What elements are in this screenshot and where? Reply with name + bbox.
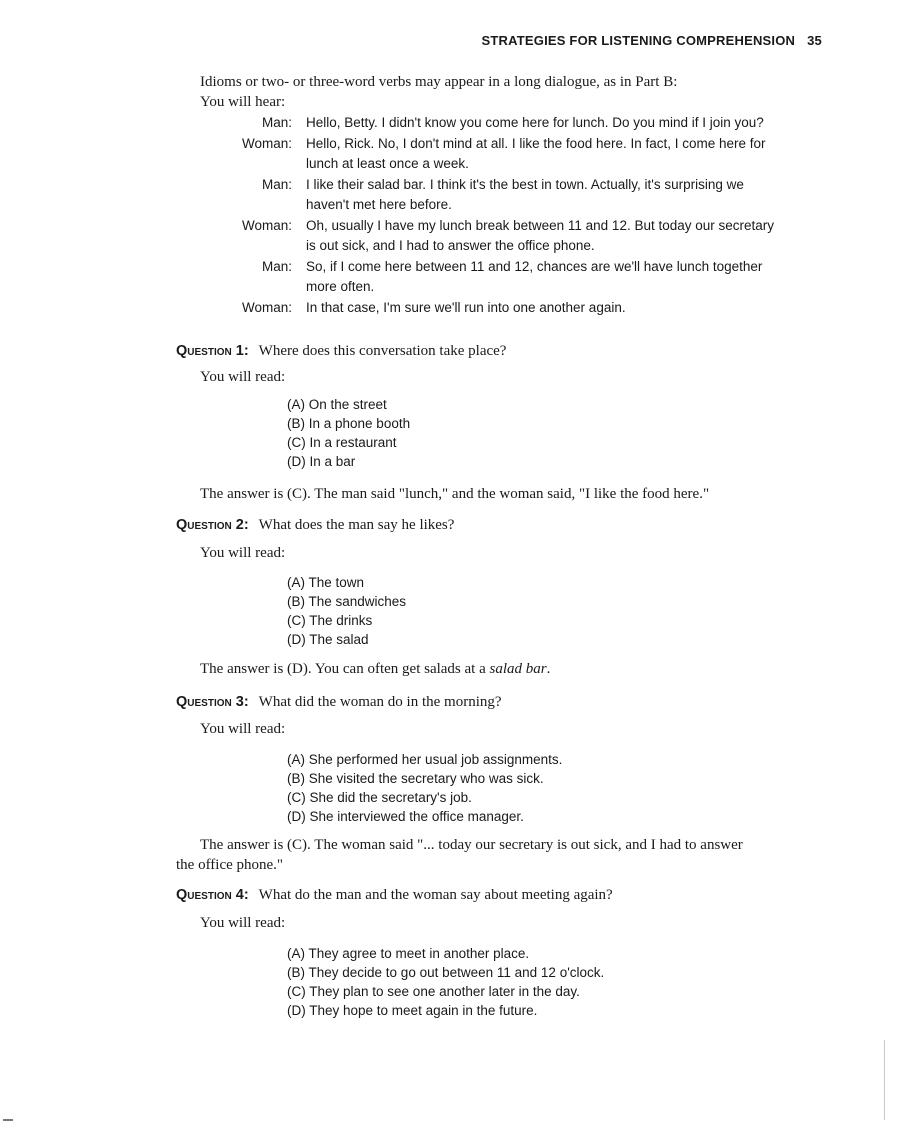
question-1-answer: The answer is (C). The man said "lunch," and the woman said, "I like the food here." [200,486,710,502]
question-2-text: What does the man say he likes? [258,517,455,533]
question-1 [176,341,506,361]
answer-option: (B) In a phone booth [287,416,411,431]
answer-text: The answer is (D). You can often get salads at a [200,661,490,677]
question-4-text: What do the man and the woman say about meeting again? [258,887,613,903]
running-head-title: STRATEGIES FOR LISTENING COMPREHENSION [481,33,796,48]
dialogue-line [200,216,820,257]
speech-text: In that case, I'm sure we'll run into one another again. [306,299,626,315]
answer-option: (D) The salad [287,632,369,647]
question-2-answer [200,660,550,679]
you-will-hear-label: You will hear: [200,94,286,110]
question-3-options [287,750,562,826]
speaker-label: Woman: [241,217,292,233]
running-head [482,33,822,48]
speaker-label: Woman: [241,299,292,315]
dialogue-line [200,113,820,134]
answer-emphasis: salad bar [489,661,547,677]
you-will-read-label: You will read: [200,721,286,737]
dialogue-line [200,257,820,298]
question-1-label: Question 1: [176,343,249,359]
question-3-text: What did the woman do in the morning? [258,694,502,710]
question-4-options [287,944,604,1020]
dialogue-line [200,134,820,175]
you-will-read-label: You will read: [200,545,286,561]
question-3-answer-line2: the office phone." [176,857,284,873]
answer-option: (A) The town [287,575,365,590]
question-3 [176,692,502,712]
question-1-options [287,395,410,471]
answer-option: (D) In a bar [287,454,356,469]
question-4-label: Question 4: [176,887,249,903]
intro-line: Idioms or two- or three-word verbs may appear in a long dialogue, as in Part B: [200,74,678,90]
speech-text: So, if I come here between 11 and 12, chances are we'll have lunch together more often. [306,258,763,294]
speaker-label: Man: [261,258,292,274]
page-number: 35 [807,33,822,48]
question-3-label: Question 3: [176,694,249,710]
answer-option: (B) The sandwiches [287,594,407,609]
answer-option: (D) She interviewed the office manager. [287,809,524,824]
speaker-label: Woman: [241,135,292,151]
dialogue-line [200,175,820,216]
answer-option: (C) She did the secretary's job. [287,790,472,805]
answer-option: (B) They decide to go out between 11 and 12 o'clock. [287,965,605,980]
answer-text-end: . [546,661,551,677]
answer-option: (C) The drinks [287,613,373,628]
answer-option: (D) They hope to meet again in the future. [287,1003,538,1018]
answer-option: (C) They plan to see one another later in the day. [287,984,580,999]
scan-mark [3,1119,13,1121]
answer-option: (A) She performed her usual job assignments. [287,752,563,767]
speech-text: Hello, Betty. I didn't know you come here for lunch. Do you mind if I join you? [306,115,764,130]
speech-text: Oh, usually I have my lunch break between 11 and 12. But today our secretary is out sick, and I had to answer the office phone. [306,217,775,253]
dialogue-line [200,298,820,319]
scan-edge-line [884,1040,885,1120]
speech-text: Hello, Rick. No, I don't mind at all. I like the food here. In fact, I come here for lunch at least once a week. [306,135,766,171]
question-2 [176,515,454,535]
question-2-label: Question 2: [176,517,249,533]
speaker-label: Man: [261,115,292,130]
answer-option: (A) On the street [287,397,387,412]
question-3-answer-line1: The answer is (C). The woman said "... today our secretary is out sick, and I had to answer [200,837,743,853]
question-1-text: Where does this conversation take place? [258,343,507,359]
you-will-read-label: You will read: [200,369,286,385]
answer-option: (C) In a restaurant [287,435,397,450]
answer-option: (A) They agree to meet in another place. [287,946,530,961]
question-4 [176,885,613,905]
question-2-options [287,573,406,649]
dialogue [200,113,820,318]
you-will-read-label: You will read: [200,915,286,931]
answer-option: (B) She visited the secretary who was sick. [287,771,544,786]
speech-text: I like their salad bar. I think it's the best in town. Actually, it's surprising we haven't met here before. [306,176,744,212]
speaker-label: Man: [261,176,292,192]
